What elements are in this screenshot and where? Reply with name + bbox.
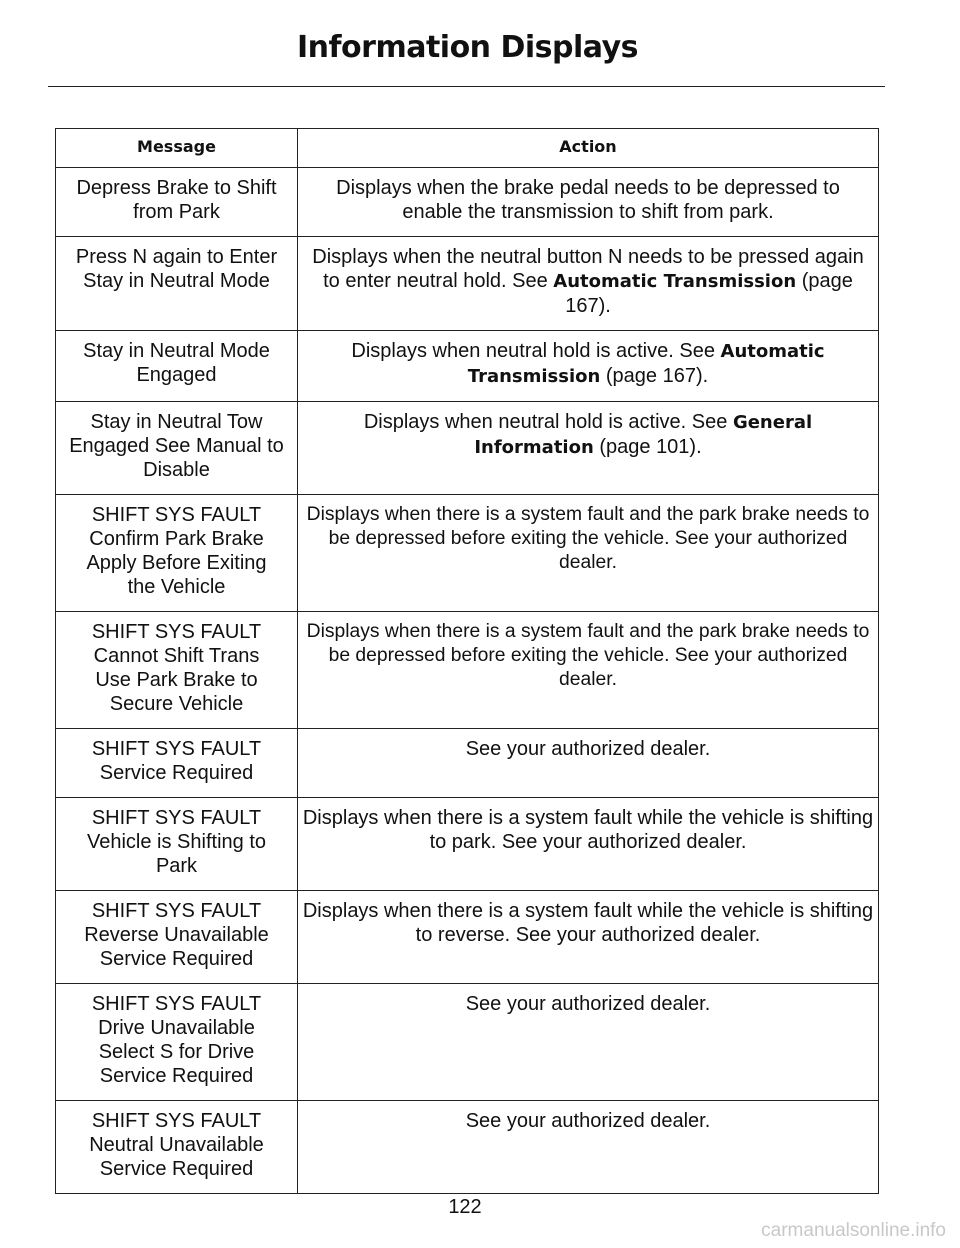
action-cell: See your authorized dealer. [298, 729, 879, 798]
page-reference: (page 167). [600, 365, 709, 387]
action-cell: Displays when there is a system fault and the park brake needs to be depressed before exiting the vehicle. See your authorized dealer. [298, 495, 879, 612]
action-text: Displays when the neutral button N needs to be pressed again to enter neutral hold. See [312, 246, 864, 292]
table-row [56, 798, 879, 891]
action-text: Displays when neutral hold is active. See [363, 411, 733, 433]
page-reference: (page 167). [565, 270, 853, 317]
message-cell: Depress Brake to Shift from Park [56, 168, 298, 237]
cross-reference-link[interactable]: Automatic Transmission [467, 341, 825, 387]
action-cell: See your authorized dealer. [298, 1101, 879, 1194]
table-row [56, 612, 879, 729]
action-cell: Displays when the brake pedal needs to be depressed to enable the transmission to shift from park. [298, 168, 879, 237]
page-reference: (page 101). [593, 436, 702, 458]
watermark: carmanualsonline.info [761, 1220, 946, 1241]
table-row [56, 402, 879, 495]
table-row [56, 891, 879, 984]
table-row [56, 729, 879, 798]
message-cell: SHIFT SYS FAULT Neutral Unavailable Service Required [56, 1101, 298, 1194]
action-cell [298, 331, 879, 402]
table-row [56, 495, 879, 612]
action-cell [298, 402, 879, 495]
table-row [56, 1101, 879, 1194]
action-cell: Displays when there is a system fault and the park brake needs to be depressed before exiting the vehicle. See your authorized dealer. [298, 612, 879, 729]
action-cell: See your authorized dealer. [298, 984, 879, 1101]
cross-reference-link[interactable]: General Information [474, 412, 813, 458]
message-cell: SHIFT SYS FAULT Cannot Shift Trans Use Park Brake to Secure Vehicle [56, 612, 298, 729]
message-cell: SHIFT SYS FAULT Confirm Park Brake Apply Before Exiting the Vehicle [56, 495, 298, 612]
action-cell [298, 237, 879, 331]
table-row [56, 237, 879, 331]
table-row [56, 168, 879, 237]
message-cell: SHIFT SYS FAULT Service Required [56, 729, 298, 798]
table-header-row [56, 129, 879, 168]
column-header-message: Message [56, 129, 298, 168]
message-cell: SHIFT SYS FAULT Drive Unavailable Select S for Drive Service Required [56, 984, 298, 1101]
action-text: Displays when neutral hold is active. See [351, 340, 721, 362]
message-cell: SHIFT SYS FAULT Vehicle is Shifting to Park [56, 798, 298, 891]
message-cell: Stay in Neutral Mode Engaged [56, 331, 298, 402]
message-table [55, 128, 879, 1194]
column-header-action: Action [298, 129, 879, 168]
table-row [56, 984, 879, 1101]
page-number: 122 [448, 1196, 482, 1218]
cross-reference-link[interactable]: Automatic Transmission [553, 271, 797, 292]
table-row [56, 331, 879, 402]
message-cell: Stay in Neutral Tow Engaged See Manual to Disable [56, 402, 298, 495]
message-cell: SHIFT SYS FAULT Reverse Unavailable Service Required [56, 891, 298, 984]
page-title: Information Displays [296, 30, 639, 65]
action-cell: Displays when there is a system fault while the vehicle is shifting to park. See your authorized dealer. [298, 798, 879, 891]
message-cell: Press N again to Enter Stay in Neutral Mode [56, 237, 298, 331]
action-cell: Displays when there is a system fault while the vehicle is shifting to reverse. See your authorized dealer. [298, 891, 879, 984]
title-divider [48, 86, 885, 87]
